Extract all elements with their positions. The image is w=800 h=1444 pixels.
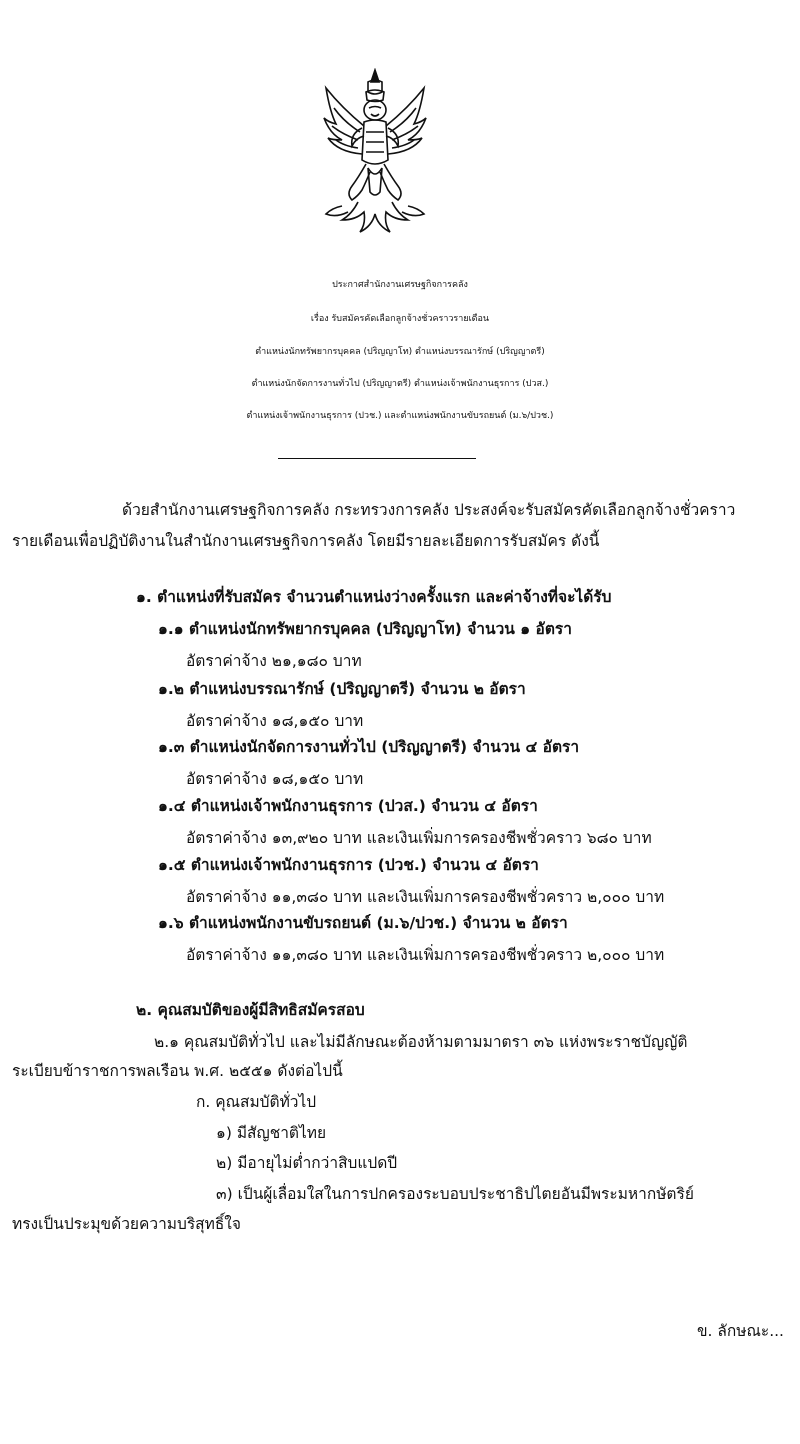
position-1-6-title: ๑.๖ ตำแหน่งพนักงานขับรถยนต์ (ม.๖/ปวช.) จำนวน ๒ อัตรา	[158, 914, 568, 932]
announcement-subject: เรื่อง รับสมัครคัดเลือกลูกจ้างชั่วคราวรายเดือน	[310, 314, 490, 324]
position-1-2-wage: อัตราค่าจ้าง ๑๘,๑๕๐ บาท	[186, 712, 364, 730]
qualification-a-3-line-2: ทรงเป็นประมุขด้วยความบริสุทธิ์ใจ	[12, 1215, 241, 1233]
qualification-2-1-line-2: ระเบียบข้าราชการพลเรือน พ.ศ. ๒๕๕๑ ดังต่อไปนี้	[12, 1062, 343, 1080]
qualification-a-1: ๑) มีสัญชาติไทย	[216, 1124, 327, 1142]
section-2-heading: ๒. คุณสมบัติของผู้มีสิทธิสมัครสอบ	[136, 1001, 365, 1019]
positions-line-2: ตำแหน่งนักจัดการงานทั่วไป (ปริญญาตรี) ตำแหน่งเจ้าพนักงานธุรการ (ปวส.)	[251, 379, 549, 389]
position-1-5-wage: อัตราค่าจ้าง ๑๑,๓๘๐ บาท และเงินเพิ่มการครองชีพชั่วคราว ๒,๐๐๐ บาท	[186, 888, 665, 906]
garuda-emblem-icon	[322, 68, 428, 236]
position-1-1-wage: อัตราค่าจ้าง ๒๑,๑๘๐ บาท	[186, 652, 362, 670]
intro-line-2: รายเดือนเพื่อปฏิบัติงานในสำนักงานเศรษฐกิจการคลัง โดยมีรายละเอียดการรับสมัคร ดังนี้	[12, 532, 600, 550]
position-1-5-title: ๑.๕ ตำแหน่งเจ้าพนักงานธุรการ (ปวช.) จำนวน ๔ อัตรา	[158, 856, 539, 874]
position-1-3-title: ๑.๓ ตำแหน่งนักจัดการงานทั่วไป (ปริญญาตรี) จำนวน ๔ อัตรา	[158, 738, 580, 756]
positions-line-1: ตำแหน่งนักทรัพยากรบุคคล (ปริญญาโท) ตำแหน่งบรรณารักษ์ (ปริญญาตรี)	[255, 347, 545, 357]
continuation-marker: ข. ลักษณะ...	[696, 1322, 784, 1340]
position-1-4-wage: อัตราค่าจ้าง ๑๓,๙๒๐ บาท และเงินเพิ่มการครองชีพชั่วคราว ๖๘๐ บาท	[186, 829, 652, 847]
position-1-2-title: ๑.๒ ตำแหน่งบรรณารักษ์ (ปริญญาตรี) จำนวน ๒ อัตรา	[158, 680, 526, 698]
qualification-2-1-line-1: ๒.๑ คุณสมบัติทั่วไป และไม่มีลักษณะต้องห้ามตามมาตรา ๓๖ แห่งพระราชบัญญัติ	[154, 1033, 688, 1051]
position-1-3-wage: อัตราค่าจ้าง ๑๘,๑๕๐ บาท	[186, 770, 364, 788]
positions-line-3: ตำแหน่งเจ้าพนักงานธุรการ (ปวช.) และตำแหน่งพนักงานขับรถยนต์ (ม.๖/ปวช.)	[246, 411, 554, 421]
qualification-a-2: ๒) มีอายุไม่ต่ำกว่าสิบแปดปี	[216, 1154, 398, 1172]
title-divider	[278, 458, 476, 459]
intro-line-1: ด้วยสำนักงานเศรษฐกิจการคลัง กระทรวงการคลัง ประสงค์จะรับสมัครคัดเลือกลูกจ้างชั่วคราว	[122, 501, 736, 519]
position-1-4-title: ๑.๔ ตำแหน่งเจ้าพนักงานธุรการ (ปวส.) จำนวน ๔ อัตรา	[158, 797, 538, 815]
position-1-1-title: ๑.๑ ตำแหน่งนักทรัพยากรบุคคล (ปริญญาโท) จำนวน ๑ อัตรา	[158, 620, 572, 638]
announcement-title: ประกาศสำนักงานเศรษฐกิจการคลัง	[332, 280, 468, 290]
position-1-6-wage: อัตราค่าจ้าง ๑๑,๓๘๐ บาท และเงินเพิ่มการครองชีพชั่วคราว ๒,๐๐๐ บาท	[186, 946, 665, 964]
section-1-heading: ๑. ตำแหน่งที่รับสมัคร จำนวนตำแหน่งว่างครั้งแรก และค่าจ้างที่จะได้รับ	[136, 588, 612, 606]
general-qualifications-heading: ก. คุณสมบัติทั่วไป	[196, 1093, 317, 1111]
qualification-a-3-line-1: ๓) เป็นผู้เลื่อมใสในการปกครองระบอบประชาธิปไตยอันมีพระมหากษัตริย์	[216, 1185, 694, 1203]
